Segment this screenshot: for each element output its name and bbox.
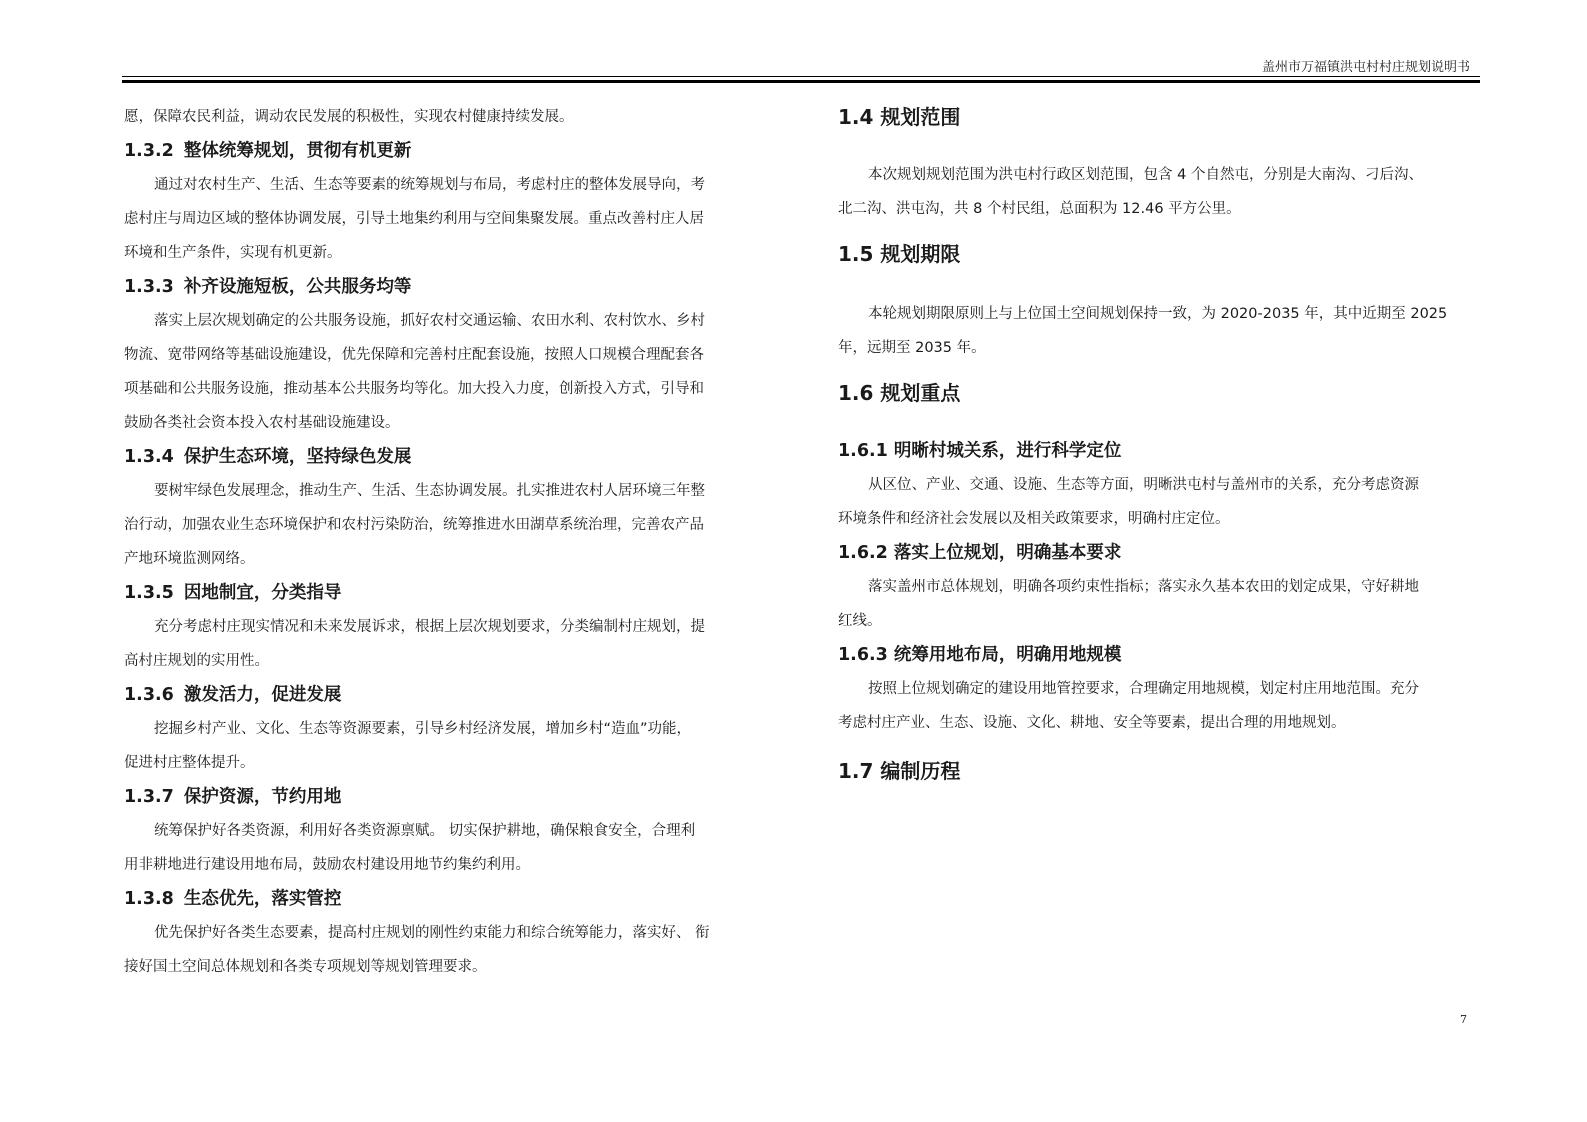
section-heading-1-3-3 xyxy=(124,270,756,304)
section-heading-1-3-8 xyxy=(124,882,756,916)
section-heading-1-3-4 xyxy=(124,440,756,474)
paragraph-line: 愿，保障农民利益，调动农民发展的积极性，实现农村健康持续发展。 xyxy=(124,109,574,125)
paragraph-line: 本轮规划期限原则上与上位国土空间规划保持一致，为 2020-2035 年，其中近期至 2025 xyxy=(868,306,1448,322)
paragraph-line: 通过对农村生产、生活、生态等要素的统筹规划与布局，考虑村庄的整体发展导向，考 xyxy=(154,177,705,193)
section-title: 激发活力，促进发展 xyxy=(183,685,342,705)
section-heading-1-3-5 xyxy=(124,576,756,610)
paragraph-line: 物流、宽带网络等基础设施建设，优先保障和完善村庄配套设施，按照人口规模合理配套各 xyxy=(124,347,704,363)
section-heading-1-5: 1.5 规划期限 xyxy=(838,242,961,266)
paragraph-line: 环境条件和经济社会发展以及相关政策要求，明确村庄定位。 xyxy=(838,511,1230,527)
paragraph-line: 环境和生产条件，实现有机更新。 xyxy=(124,245,342,261)
section-title: 保护生态环境，坚持绿色发展 xyxy=(183,447,412,467)
paragraph-line: 充分考虑村庄现实情况和未来发展诉求，根据上层次规划要求，分类编制村庄规划，提 xyxy=(154,619,705,635)
paragraph-line: 落实盖州市总体规划，明确各项约束性指标；落实永久基本农田的划定成果，守好耕地 xyxy=(868,579,1419,595)
section-number: 1.3.2 xyxy=(124,141,174,161)
paragraph-line: 优先保护好各类生态要素，提高村庄规划的刚性约束能力和综合统筹能力，落实好、 衔 xyxy=(154,925,710,941)
document-title: 盖州市万福镇洪屯村村庄规划说明书 xyxy=(1261,60,1470,75)
section-number: 1.3.6 xyxy=(124,685,174,705)
section-title: 因地制宜，分类指导 xyxy=(183,583,342,603)
section-title: 保护资源，节约用地 xyxy=(183,787,342,807)
section-heading-1-7: 1.7 编制历程 xyxy=(838,759,961,783)
left-column xyxy=(124,100,756,984)
paragraph-line: 治行动，加强农业生态环境保护和农村污染防治，统筹推进水田湖草系统治理，完善农产品 xyxy=(124,517,704,533)
paragraph-line: 要树牢绿色发展理念，推动生产、生活、生态协调发展。扎实推进农村人居环境三年整 xyxy=(154,483,705,499)
section-number: 1.3.4 xyxy=(124,447,174,467)
section-number: 1.3.5 xyxy=(124,583,174,603)
paragraph-line: 从区位、产业、交通、设施、生态等方面，明晰洪屯村与盖州市的关系，充分考虑资源 xyxy=(868,477,1419,493)
section-heading-1-3-2 xyxy=(124,134,756,168)
section-title: 补齐设施短板，公共服务均等 xyxy=(183,277,412,297)
section-heading-1-3-7 xyxy=(124,780,756,814)
header-rule-thick xyxy=(122,80,1480,83)
paragraph-line: 按照上位规划确定的建设用地管控要求，合理确定用地规模，划定村庄用地范围。充分 xyxy=(868,681,1419,697)
section-heading-1-4: 1.4 规划范围 xyxy=(838,105,961,129)
paragraph-line: 挖掘乡村产业、文化、生态等资源要素，引导乡村经济发展，增加乡村“造血”功能， xyxy=(154,721,692,737)
paragraph-line: 接好国土空间总体规划和各类专项规划等规划管理要求。 xyxy=(124,959,487,975)
paragraph-line: 高村庄规划的实用性。 xyxy=(124,653,269,669)
paragraph-line: 产地环境监测网络。 xyxy=(124,551,255,567)
paragraph-line: 本次规划规划范围为洪屯村行政区划范围，包含 4 个自然屯，分别是大南沟、刁后沟、 xyxy=(868,167,1423,183)
paragraph-line: 促进村庄整体提升。 xyxy=(124,755,255,771)
paragraph-line: 红线。 xyxy=(838,613,882,629)
page-header xyxy=(122,52,1480,86)
section-number: 1.3.8 xyxy=(124,889,174,909)
paragraph-line: 虑村庄与周边区域的整体协调发展，引导土地集约利用与空间集聚发展。重点改善村庄人居 xyxy=(124,211,704,227)
section-title: 生态优先，落实管控 xyxy=(183,889,342,909)
paragraph-line: 北二沟、洪屯沟，共 8 个村民组，总面积为 12.46 平方公里。 xyxy=(838,201,1241,217)
paragraph-line: 项基础和公共服务设施，推动基本公共服务均等化。加大投入力度，创新投入方式，引导和 xyxy=(124,381,704,397)
section-number: 1.3.3 xyxy=(124,277,174,297)
section-title: 整体统筹规划，贯彻有机更新 xyxy=(183,141,412,161)
subsection-heading-1-6-3: 1.6.3 统筹用地布局，明确用地规模 xyxy=(838,645,1122,665)
paragraph-line: 统筹保护好各类资源，利用好各类资源禀赋。 切实保护耕地，确保粮食安全，合理利 xyxy=(154,823,696,839)
header-rule-thin xyxy=(122,76,1480,77)
right-column xyxy=(838,100,1470,792)
page-number: 7 xyxy=(1460,1013,1467,1026)
paragraph-line: 用非耕地进行建设用地布局，鼓励农村建设用地节约集约利用。 xyxy=(124,857,530,873)
section-heading-1-3-6 xyxy=(124,678,756,712)
section-number: 1.3.7 xyxy=(124,787,174,807)
paragraph-line: 考虑村庄产业、生态、设施、文化、耕地、安全等要素，提出合理的用地规划。 xyxy=(838,715,1346,731)
section-heading-1-6: 1.6 规划重点 xyxy=(838,381,961,405)
paragraph-line: 鼓励各类社会资本投入农村基础设施建设。 xyxy=(124,415,400,431)
paragraph-line: 落实上层次规划确定的公共服务设施，抓好农村交通运输、农田水利、农村饮水、乡村 xyxy=(154,313,705,329)
subsection-heading-1-6-2: 1.6.2 落实上位规划，明确基本要求 xyxy=(838,543,1122,563)
subsection-heading-1-6-1: 1.6.1 明晰村城关系，进行科学定位 xyxy=(838,441,1122,461)
paragraph-line: 年，远期至 2035 年。 xyxy=(838,340,986,356)
